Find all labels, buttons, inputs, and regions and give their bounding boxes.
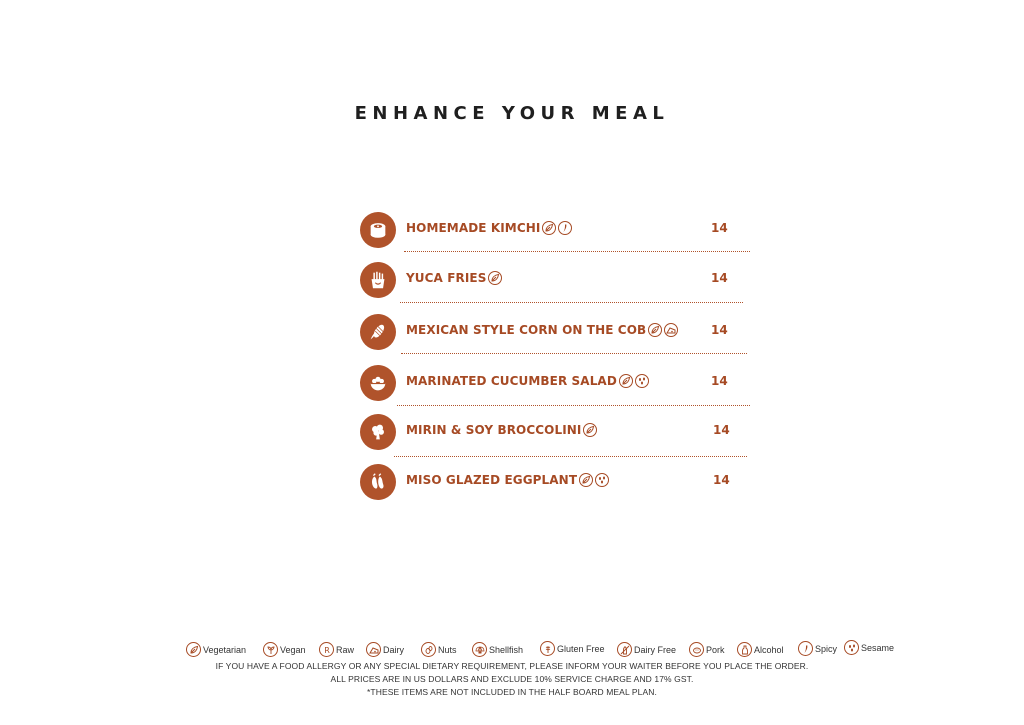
menu-item-name: MARINATED CUCUMBER SALAD — [406, 374, 617, 388]
legend-item — [737, 642, 784, 657]
legend-label: Sesame — [861, 642, 895, 653]
price-note: ALL PRICES ARE IN US DOLLARS AND EXCLUDE 10% SERVICE CHARGE AND 17% GST. — [330, 674, 694, 684]
menu-item — [358, 464, 758, 504]
sesame-icon — [595, 473, 609, 487]
sushi-roll-icon — [360, 212, 396, 248]
legend-item — [421, 642, 457, 657]
dotted-divider — [401, 353, 747, 354]
legend-label: Dairy Free — [634, 644, 677, 655]
legend-label: Alcohol — [754, 644, 784, 655]
legend-label: Dairy — [383, 644, 405, 655]
dairy-free-icon — [617, 642, 632, 657]
legend-item — [540, 641, 605, 656]
legend-item — [617, 642, 676, 657]
corn-icon — [360, 314, 396, 350]
dotted-divider — [400, 302, 743, 303]
menu-item-price: 14 — [711, 221, 728, 235]
legend-item — [689, 642, 725, 657]
legend-label: Nuts — [438, 644, 457, 655]
spicy-icon — [798, 641, 813, 656]
shellfish-icon — [472, 642, 487, 657]
allergy-note: IF YOU HAVE A FOOD ALLERGY OR ANY SPECIAL DIETARY REQUIREMENT, PLEASE INFORM YOUR WAITER BEFORE YOU PLACE THE ORDER. — [215, 661, 809, 671]
pork-icon — [689, 642, 704, 657]
vegetarian-icon — [488, 271, 502, 285]
legend-item — [798, 641, 837, 656]
menu-item — [358, 212, 758, 252]
meal-plan-note: *THESE ITEMS ARE NOT INCLUDED IN THE HALF BOARD MEAL PLAN. — [367, 687, 657, 697]
menu-item — [358, 262, 758, 302]
vegetarian-icon — [583, 423, 597, 437]
menu-item-name: MIRIN & SOY BROCCOLINI — [406, 423, 582, 437]
salad-bowl-icon — [360, 365, 396, 401]
legend-item — [319, 642, 354, 657]
vegetarian-icon — [648, 323, 662, 337]
alcohol-icon — [737, 642, 752, 657]
legend-item — [186, 642, 246, 657]
vegetarian-icon — [186, 642, 201, 657]
spicy-icon — [558, 221, 572, 235]
legend-item — [366, 642, 404, 657]
legend-label: Pork — [706, 644, 725, 655]
legend-label: Spicy — [815, 643, 838, 654]
dotted-divider — [404, 251, 750, 252]
gluten-free-icon — [540, 641, 555, 656]
legend-item — [472, 642, 523, 657]
legend-label: Vegan — [280, 644, 306, 655]
dotted-divider — [397, 405, 750, 406]
menu-item-price: 14 — [713, 423, 730, 437]
menu-item — [358, 365, 758, 405]
fries-icon — [360, 262, 396, 298]
legend-label: Raw — [336, 644, 355, 655]
page-title: ENHANCE YOUR MEAL — [354, 103, 670, 124]
dairy-icon — [366, 642, 381, 657]
menu-item — [358, 414, 758, 454]
broccoli-icon — [360, 414, 396, 450]
menu-item-name: MISO GLAZED EGGPLANT — [406, 473, 578, 487]
menu-item-name: YUCA FRIES — [406, 271, 487, 285]
dairy-icon — [664, 323, 678, 337]
legend-label: Vegetarian — [203, 644, 247, 655]
menu-item-price: 14 — [711, 323, 728, 337]
vegan-icon — [263, 642, 278, 657]
menu-item-name: MEXICAN STYLE CORN ON THE COB — [406, 323, 647, 337]
menu-item-name: HOMEMADE KIMCHI — [406, 221, 541, 235]
raw-icon — [319, 642, 334, 657]
svg-text:R: R — [323, 645, 330, 655]
legend-label: Gluten Free — [557, 643, 605, 654]
menu-item-price: 14 — [711, 271, 728, 285]
vegetarian-icon — [542, 221, 556, 235]
vegetarian-icon — [579, 473, 593, 487]
legend-item — [844, 640, 894, 655]
legend-label: Shellfish — [489, 644, 524, 655]
eggplant-icon — [360, 464, 396, 500]
dotted-divider — [394, 456, 747, 457]
legend-item — [263, 642, 306, 657]
nuts-icon — [421, 642, 436, 657]
dietary-legend — [186, 641, 906, 657]
sesame-icon — [844, 640, 859, 655]
menu-item-price: 14 — [711, 374, 728, 388]
sesame-icon — [635, 374, 649, 388]
menu-item — [358, 314, 758, 354]
menu-item-price: 14 — [713, 473, 730, 487]
vegetarian-icon — [619, 374, 633, 388]
